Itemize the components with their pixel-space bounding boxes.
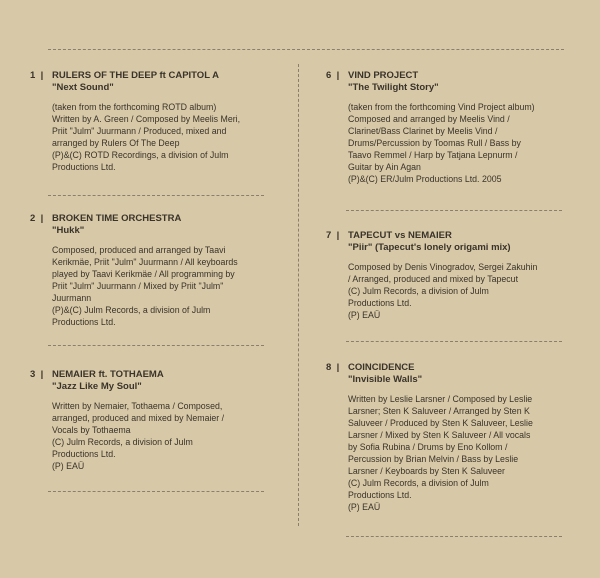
credit-line: Productions Ltd. bbox=[348, 490, 412, 500]
track-title: "The Twilight Story" bbox=[348, 82, 439, 93]
track-title: "Hukk" bbox=[52, 225, 85, 236]
column-divider bbox=[298, 64, 299, 526]
credit-line: Clarinet/Bass Clarinet by Meelis Vind / bbox=[348, 126, 498, 136]
credit-line: Juurmann bbox=[52, 293, 92, 303]
credit-line: Productions Ltd. bbox=[52, 317, 116, 327]
credit-line: (C) Julm Records, a division of Julm bbox=[348, 286, 489, 296]
credit-line: (C) Julm Records, a division of Julm bbox=[52, 437, 193, 447]
track-artist: VIND PROJECT bbox=[348, 70, 419, 81]
credit-line: Productions Ltd. bbox=[52, 449, 116, 459]
credit-line: Guitar by Ain Agan bbox=[348, 162, 421, 172]
credit-line: Percussion by Brian Melvin / Bass by Leslie bbox=[348, 454, 519, 464]
credit-line: played by Taavi Kerikmäe / All programming by bbox=[52, 269, 235, 279]
track-credits bbox=[52, 400, 224, 472]
divider-right-3 bbox=[346, 536, 562, 537]
credit-line: Taavo Remmel / Harp by Tatjana Lepnurm / bbox=[348, 150, 518, 160]
track-number: 3 | bbox=[30, 369, 44, 380]
credit-line: (P)&(C) ROTD Recordings, a division of Julm bbox=[52, 150, 229, 160]
track-number: 6 | bbox=[326, 70, 340, 81]
credit-line: Kerikmäe, Priit "Julm" Juurmann / All keyboards bbox=[52, 257, 238, 267]
credit-line: Saluveer / Produced by Sten K Saluveer, Leslie bbox=[348, 418, 533, 428]
divider-left-3 bbox=[48, 491, 264, 492]
credit-line: (P)&(C) Julm Records, a division of Julm bbox=[52, 305, 211, 315]
credit-line: (P) EAÜ bbox=[348, 502, 381, 512]
track-title: "Jazz Like My Soul" bbox=[52, 381, 142, 392]
track-title: "Next Sound" bbox=[52, 82, 114, 93]
track-artist: BROKEN TIME ORCHESTRA bbox=[52, 213, 182, 224]
credit-line: (P) EAÜ bbox=[348, 310, 381, 320]
credit-line: (taken from the forthcoming ROTD album) bbox=[52, 102, 217, 112]
credit-line: Productions Ltd. bbox=[348, 298, 412, 308]
track-credits bbox=[52, 244, 238, 328]
credit-line: (P)&(C) ER/Julm Productions Ltd. 2005 bbox=[348, 174, 502, 184]
credit-line: Composed by Denis Vinogradov, Sergei Zakuhin bbox=[348, 262, 538, 272]
divider-right-1 bbox=[346, 210, 562, 211]
track-title: "Piir" (Tapecut's lonely origami mix) bbox=[348, 242, 511, 253]
credit-line: Drums/Percussion by Toomas Rull / Bass by bbox=[348, 138, 521, 148]
credit-line: Larsner / Mixed by Sten K Saluveer / All vocals bbox=[348, 430, 531, 440]
credit-line: Productions Ltd. bbox=[52, 162, 116, 172]
credit-line: Written by A. Green / Composed by Meelis Meri, bbox=[52, 114, 241, 124]
divider-left-1 bbox=[48, 195, 264, 196]
credit-line: arranged by Rulers Of The Deep bbox=[52, 138, 180, 148]
track-number: 1 | bbox=[30, 70, 44, 81]
track-credits bbox=[348, 101, 535, 185]
credit-line: Vocals by Tothaema bbox=[52, 425, 131, 435]
credit-line: arranged, produced and mixed by Nemaier / bbox=[52, 413, 225, 423]
credit-line: Priit "Julm" Juurmann / Mixed by Priit "Julm" bbox=[52, 281, 224, 291]
credit-line: Written by Leslie Larsner / Composed by Leslie bbox=[348, 394, 533, 404]
track-artist: RULERS OF THE DEEP ft CAPITOL A bbox=[52, 70, 219, 81]
top-divider bbox=[48, 49, 564, 50]
track-credits bbox=[348, 261, 537, 321]
credit-line: (C) Julm Records, a division of Julm bbox=[348, 478, 489, 488]
track-credits bbox=[52, 101, 240, 173]
track-number: 2 | bbox=[30, 213, 44, 224]
track-artist: COINCIDENCE bbox=[348, 362, 415, 373]
divider-left-2 bbox=[48, 345, 264, 346]
credit-line: (P) EAÜ bbox=[52, 461, 85, 471]
track-title: "Invisible Walls" bbox=[348, 374, 423, 385]
track-artist: TAPECUT vs NEMAIER bbox=[348, 230, 452, 241]
credit-line: Written by Nemaier, Tothaema / Composed, bbox=[52, 401, 223, 411]
track-number: 8 | bbox=[326, 362, 340, 373]
credit-line: by Sofia Rubina / Drums by Eno Kollom / bbox=[348, 442, 508, 452]
credit-line: Priit "Julm" Juurmann / Produced, mixed and bbox=[52, 126, 227, 136]
track-artist: NEMAIER ft. TOTHAEMA bbox=[52, 369, 164, 380]
track-credits bbox=[348, 393, 533, 513]
credit-line: Larsner / Keyboards by Sten K Saluveer bbox=[348, 466, 505, 476]
credit-line: Larsner; Sten K Saluveer / Arranged by Sten K bbox=[348, 406, 530, 416]
credit-line: Composed, produced and arranged by Taavi bbox=[52, 245, 226, 255]
credit-line: Composed and arranged by Meelis Vind / bbox=[348, 114, 510, 124]
credit-line: / Arranged, produced and mixed by Tapecut bbox=[348, 274, 519, 284]
credit-line: (taken from the forthcoming Vind Project album) bbox=[348, 102, 535, 112]
divider-right-2 bbox=[346, 341, 562, 342]
track-number: 7 | bbox=[326, 230, 340, 241]
